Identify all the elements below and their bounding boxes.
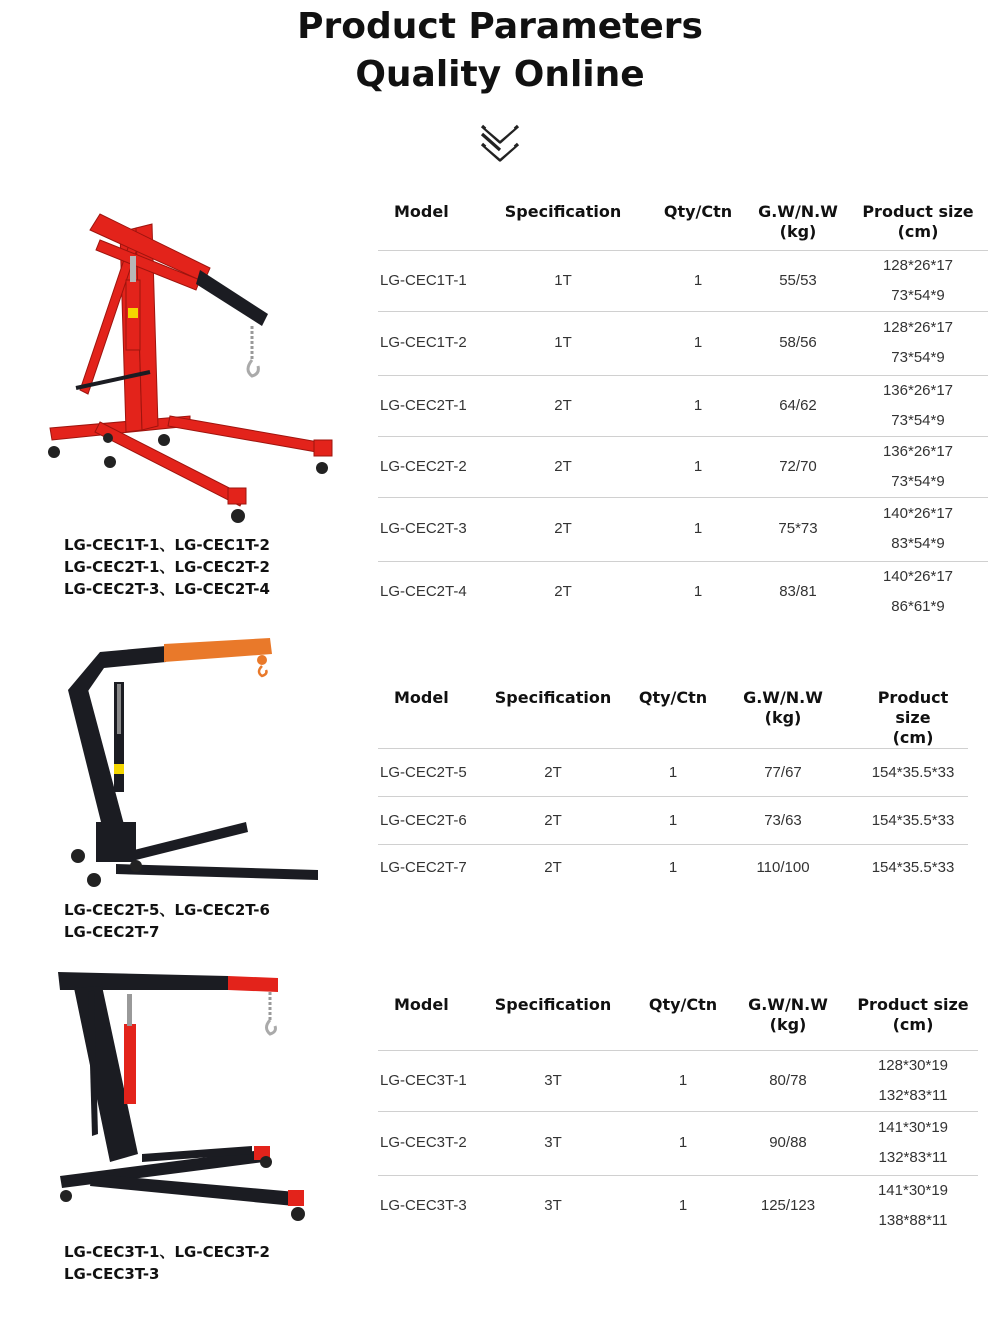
cell-gw: 64/62 <box>779 396 817 414</box>
table-row <box>378 497 988 561</box>
cell-qty: 1 <box>678 1197 688 1215</box>
cell-size-line1: 128*26*17 <box>882 256 954 274</box>
cell-model: LG-CEC2T-1 <box>380 396 467 414</box>
cell-model: LG-CEC2T-6 <box>380 811 467 829</box>
col-header-model: Model <box>394 995 449 1014</box>
cell-gw: 73/63 <box>764 811 802 829</box>
cell-model: LG-CEC2T-5 <box>380 763 467 781</box>
col-header-size <box>858 688 968 749</box>
caption-line: LG-CEC3T-1、LG-CEC3T-2 <box>64 1243 270 1261</box>
table-row <box>378 845 968 891</box>
cell-gw: 110/100 <box>756 858 810 876</box>
table-row <box>378 561 988 623</box>
cell-size-line1: 141*30*19 <box>877 1182 949 1200</box>
cell-qty: 1 <box>693 334 703 351</box>
col-header-spec: Specification <box>494 688 612 707</box>
cell-qty: 1 <box>678 1071 688 1089</box>
col-header-size-line1: Product size <box>862 202 974 221</box>
cell-size: 154*35.5*33 <box>871 811 955 829</box>
cell-model: LG-CEC2T-2 <box>380 457 467 475</box>
caption-line: LG-CEC3T-3 <box>64 1265 160 1283</box>
table-row <box>378 1111 978 1175</box>
table-header-row <box>378 995 978 1050</box>
red-engine-crane-image <box>40 200 340 530</box>
black-red-engine-crane-image <box>52 964 312 1226</box>
cell-qty: 1 <box>668 763 678 781</box>
cell-model: LG-CEC2T-4 <box>380 583 467 601</box>
cell-size-line2: 73*54*9 <box>891 349 945 366</box>
cell-qty: 1 <box>693 271 703 289</box>
caption-line: LG-CEC2T-5、LG-CEC2T-6 <box>64 901 270 919</box>
section1-caption <box>64 534 270 600</box>
table-row <box>378 797 968 845</box>
cell-size <box>848 436 988 497</box>
table-header-row <box>378 202 988 250</box>
cell-model: LG-CEC1T-2 <box>380 334 467 351</box>
cell-spec: 2T <box>554 396 572 414</box>
cell-qty: 1 <box>693 583 703 601</box>
col-header-gw-line1: G.W/N.W <box>743 688 823 707</box>
table-row <box>378 311 988 375</box>
cell-model: LG-CEC2T-3 <box>380 520 467 537</box>
cell-spec: 2T <box>554 583 572 601</box>
col-header-qty: Qty/Ctn <box>638 688 708 707</box>
cell-size-line2: 132*83*11 <box>878 1086 948 1104</box>
cell-qty: 1 <box>693 457 703 475</box>
spec-table-3 <box>378 995 978 1237</box>
cell-size <box>848 1175 978 1237</box>
table-row <box>378 1175 978 1237</box>
section3-caption <box>64 1241 270 1285</box>
cell-gw: 77/67 <box>764 763 802 781</box>
cell-spec: 2T <box>554 457 572 475</box>
col-header-size-line2: (cm) <box>892 728 934 747</box>
cell-size <box>848 311 988 375</box>
cell-size-line2: 83*54*9 <box>891 535 945 552</box>
col-header-model: Model <box>394 202 449 221</box>
cell-model: LG-CEC3T-1 <box>380 1071 467 1089</box>
table-row <box>378 375 988 436</box>
cell-gw: 90/88 <box>769 1134 807 1151</box>
col-header-gw-line2: (kg) <box>764 708 802 727</box>
cell-size-line1: 140*26*17 <box>882 505 954 522</box>
black-orange-engine-crane-image <box>56 632 326 894</box>
col-header-size-line2: (cm) <box>897 222 939 241</box>
cell-spec: 2T <box>544 858 562 876</box>
cell-size-line2: 73*54*9 <box>891 472 945 490</box>
table-row <box>378 250 988 311</box>
col-header-spec: Specification <box>504 202 622 221</box>
caption-line: LG-CEC2T-1、LG-CEC2T-2 <box>64 558 270 576</box>
cell-spec: 1T <box>554 271 572 289</box>
caption-line: LG-CEC2T-7 <box>64 923 160 941</box>
col-header-gw <box>708 688 858 749</box>
cell-size: 154*35.5*33 <box>871 763 955 781</box>
section2-caption <box>64 899 270 943</box>
col-header-size <box>848 202 988 250</box>
cell-size <box>848 561 988 623</box>
cell-gw: 72/70 <box>779 457 817 475</box>
cell-size <box>848 1050 978 1111</box>
page-title-line2: Quality Online <box>355 54 645 95</box>
cell-size-line1: 128*30*19 <box>877 1056 949 1074</box>
col-header-size-line1: Product size <box>857 995 969 1014</box>
cell-size-line1: 136*26*17 <box>882 381 954 399</box>
cell-size <box>848 250 988 311</box>
cell-qty: 1 <box>678 1134 688 1151</box>
double-chevron-down-icon <box>478 122 522 170</box>
cell-qty: 1 <box>668 858 678 876</box>
cell-size-line1: 128*26*17 <box>882 319 954 336</box>
cell-size-line1: 140*26*17 <box>882 568 954 586</box>
cell-model: LG-CEC3T-2 <box>380 1134 467 1151</box>
cell-size-line1: 141*30*19 <box>877 1119 949 1136</box>
cell-gw: 75*73 <box>778 520 818 537</box>
caption-line: LG-CEC1T-1、LG-CEC1T-2 <box>64 536 270 554</box>
cell-size-line1: 136*26*17 <box>882 442 954 460</box>
table-row <box>378 436 988 497</box>
cell-model: LG-CEC3T-3 <box>380 1197 467 1215</box>
cell-spec: 3T <box>544 1134 562 1151</box>
cell-model: LG-CEC1T-1 <box>380 271 467 289</box>
cell-gw: 80/78 <box>769 1071 807 1089</box>
caption-line: LG-CEC2T-3、LG-CEC2T-4 <box>64 580 270 598</box>
col-header-model: Model <box>394 688 449 707</box>
cell-size-line2: 86*61*9 <box>891 598 945 616</box>
cell-qty: 1 <box>693 396 703 414</box>
col-header-gw-line1: G.W/N.W <box>748 995 828 1014</box>
page-title-line1: Product Parameters <box>297 6 703 47</box>
cell-qty: 1 <box>693 520 703 537</box>
col-header-spec: Specification <box>494 995 612 1014</box>
cell-model: LG-CEC2T-7 <box>380 858 467 876</box>
col-header-size-line1: Product size <box>877 688 949 727</box>
spec-table-1 <box>378 202 988 623</box>
cell-spec: 2T <box>544 811 562 829</box>
cell-qty: 1 <box>668 811 678 829</box>
col-header-gw <box>728 995 848 1050</box>
cell-size-line2: 73*54*9 <box>891 286 945 304</box>
cell-gw: 55/53 <box>779 271 817 289</box>
cell-size <box>848 375 988 436</box>
col-header-size-line2: (cm) <box>892 1015 934 1034</box>
cell-size <box>848 1111 978 1175</box>
cell-spec: 3T <box>544 1197 562 1215</box>
cell-spec: 2T <box>544 763 562 781</box>
col-header-gw-line2: (kg) <box>769 1015 807 1034</box>
table-header-row <box>378 688 968 749</box>
col-header-qty: Qty/Ctn <box>648 995 718 1014</box>
cell-gw: 83/81 <box>779 583 817 601</box>
cell-spec: 1T <box>554 334 572 351</box>
col-header-gw-line1: G.W/N.W <box>758 202 838 221</box>
col-header-gw <box>748 202 848 250</box>
col-header-gw-line2: (kg) <box>779 222 817 241</box>
col-header-qty: Qty/Ctn <box>663 202 733 221</box>
cell-spec: 3T <box>544 1071 562 1089</box>
cell-size-line2: 73*54*9 <box>891 411 945 429</box>
cell-gw: 125/123 <box>760 1197 816 1215</box>
cell-size <box>848 497 988 561</box>
cell-spec: 2T <box>554 520 572 537</box>
cell-size-line2: 138*88*11 <box>878 1212 948 1230</box>
table-row <box>378 749 968 797</box>
table-row <box>378 1050 978 1111</box>
cell-size: 154*35.5*33 <box>871 858 955 876</box>
col-header-size <box>848 995 978 1050</box>
cell-size-line2: 132*83*11 <box>878 1149 948 1166</box>
cell-gw: 58/56 <box>779 334 817 351</box>
spec-table-2 <box>378 688 968 891</box>
